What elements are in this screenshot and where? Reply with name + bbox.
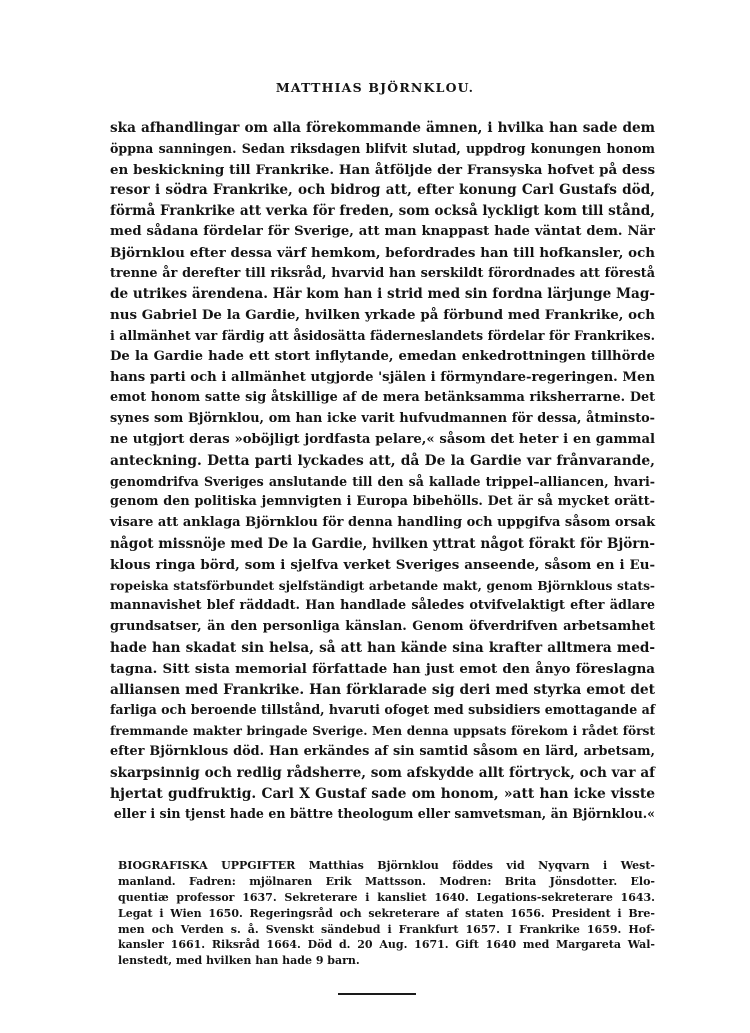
body-line: genom den politiska jemnvigten i Europa bibehölls. Det är så mycket orätt-: [110, 494, 655, 510]
body-line: hjertat gudfruktig. Carl X Gustaf sade om honom, »att han icke visste: [110, 785, 655, 802]
body-line: genomdrifva Sveriges anslutande till den så kallade trippel–alliancen, hvari-: [110, 473, 655, 489]
body-line: hans parti och i allmänhet utgjorde 'själen i förmyndare-regeringen. Men: [110, 369, 655, 385]
body-line: synes som Björnklou, om han icke varit hufvudmannen för dessa, åtminsto-: [110, 411, 655, 427]
footnote-line: kansler 1661. Riksråd 1664. Död d. 20 Aug. 1671. Gift 1640 med Margareta Wal-: [118, 938, 655, 952]
body-line: fremmande makter bringade Sverige. Men denna uppsats förekom i rådet först: [110, 724, 655, 739]
footnote-line: manland. Fadren: mjölnaren Erik Mattsson. Modren: Brita Jönsdotter. Elo-: [118, 874, 655, 888]
body-line: de utrikes ärendena. Här kom han i strid med sin fordna lärjunge Mag-: [110, 286, 655, 303]
body-line: resor i södra Frankrike, och bidrog att, efter konung Carl Gustafs död,: [110, 182, 655, 199]
body-line: Björnklou efter dessa värf hemkom, befordrades han till hofkansler, och: [110, 244, 655, 261]
body-line: nus Gabriel De la Gardie, hvilken yrkade på förbund med Frankrike, och: [110, 307, 655, 324]
body-line: ropeiska statsförbundet sjelfständigt arbetande makt, genom Björnklous stats-: [110, 578, 655, 593]
body-line: något missnöje med De la Gardie, hvilken yttrat något förakt för Björn-: [110, 535, 655, 552]
body-line: anteckning. Detta parti lyckades att, då De la Gardie var frånvarande,: [110, 452, 655, 469]
body-line: klous ringa börd, som i sjelfva verket Sveriges anseende, såsom en i Eu-: [110, 556, 655, 573]
body-line: farliga och beroende tillstånd, hvaruti ofoget med subsidiers emottagande af: [110, 702, 656, 718]
running-title: MATTHIAS BJÖRNKLOU.: [275, 80, 475, 95]
body-line: emot honom satte sig åtskillige af de mera betänksamma riksherrarne. Det: [110, 390, 655, 406]
body-line: förmå Frankrike att verka för freden, som också lyckligt kom till stånd,: [110, 203, 655, 220]
body-line: skarpsinnig och redlig rådsherre, som afskydde allt förtryck, och var af: [110, 764, 655, 781]
body-line: eller i sin tjenst hade en bättre theologum eller samvetsman, än Björnklou.«: [113, 806, 655, 822]
body-line: trenne år derefter till riksråd, hvarvid han serskildt förordnades att förestå: [110, 265, 655, 281]
footnote-line: lenstedt, med hvilken han hade 9 barn.: [118, 954, 360, 968]
body-line: öppna sanningen. Sedan riksdagen blifvit slutad, uppdrog konungen honom: [110, 140, 655, 156]
footnote-line: quentiæ professor 1637. Sekreterare i kansliet 1640. Legations-sekreterare 1643.: [118, 890, 655, 904]
footnote-line: Legat i Wien 1650. Regeringsråd och sekreterare af staten 1656. President i Bre-: [118, 906, 655, 920]
body-line: ska afhandlingar om alla förekommande ämnen, i hvilka han sade dem: [110, 120, 655, 136]
body-line: i allmänhet var färdig att åsidosätta fäderneslandets fördelar för Frankrikes.: [110, 327, 655, 343]
body-line: grundsatser, än den personliga känslan. Genom öfverdrifven arbetsamhet: [110, 619, 655, 635]
body-line: efter Björnklous död. Han erkändes af sin samtid såsom en lärd, arbetsam,: [110, 743, 655, 759]
body-text: [110, 118, 655, 825]
biographical-footnote: [118, 858, 655, 969]
footnote-line: men och Verden s. å. Svenskt sändebud i Frankfurt 1657. I Frankrike 1659. Hof-: [118, 922, 655, 936]
body-line: ne utgjort deras »oböjligt jordfasta pelare,« såsom det heter i en gammal: [110, 431, 655, 447]
body-line: visare att anklaga Björnklou för denna handling och uppgifva såsom orsak: [110, 515, 656, 531]
body-line: en beskickning till Frankrike. Han åtföljde der Fransyska hofvet på dess: [110, 161, 655, 178]
body-line: mannavishet blef räddadt. Han handlade således otvifvelaktigt efter ädlare: [110, 598, 655, 614]
body-line: De la Gardie hade ett stort inflytande, emedan enkedrottningen tillhörde: [110, 348, 655, 364]
body-line: hade han skadat sin helsa, så att han kände sina krafter alltmera med-: [110, 639, 655, 656]
body-line: med sådana fördelar för Sverige, att man knappast hade väntat dem. När: [110, 223, 655, 239]
body-line: tagna. Sitt sista memorial författade han just emot den ånyo föreslagna: [110, 660, 655, 677]
footnote-line: BIOGRAFISKA UPPGIFTER Matthias Björnklou föddes vid Nyqvarn i West-: [118, 859, 655, 872]
body-line: alliansen med Frankrike. Han förklarade sig deri med styrka emot det: [110, 681, 655, 698]
closing-rule: [338, 993, 416, 995]
